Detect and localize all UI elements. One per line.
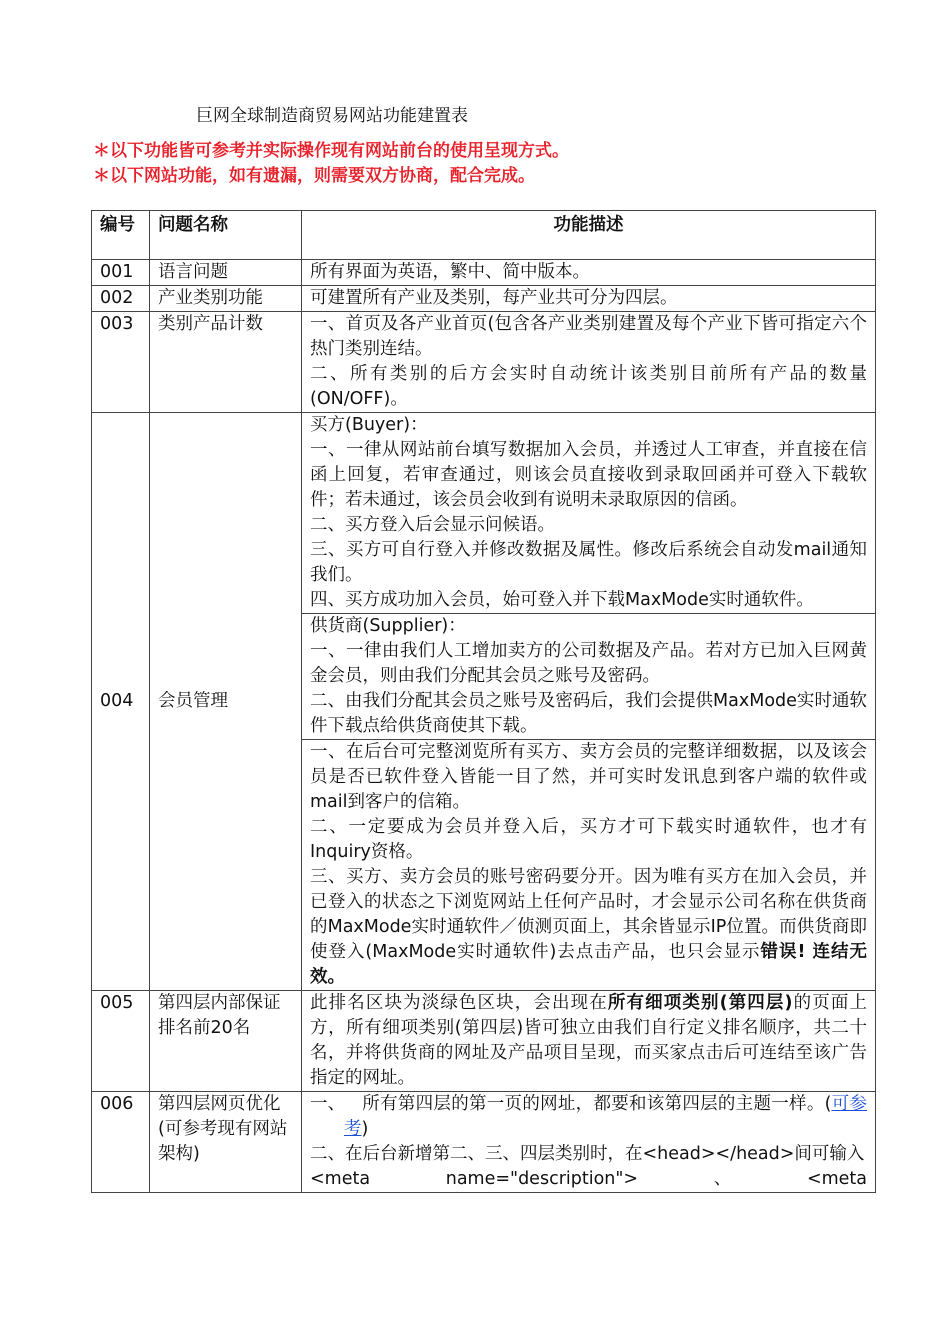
error-text: 错误! 连结无效。 — [310, 942, 868, 987]
row-desc: 可建置所有产业及类别，每产业共可分为四层。 — [302, 286, 876, 312]
header-id: 编号 — [92, 211, 150, 260]
row-id: 005 — [92, 991, 150, 1092]
table-row — [92, 260, 876, 286]
note-2: ＊以下网站功能，如有遗漏，则需要双方协商，配合完成。 — [93, 166, 535, 186]
function-table — [91, 210, 876, 1193]
desc-paragraph: 二、买方登入后会显示问候语。 — [310, 515, 555, 535]
desc-paragraph: 四、买方成功加入会员，始可登入并下载MaxMode实时通软件。 — [310, 590, 814, 610]
desc-paragraph: 一、在后台可完整浏览所有买方、卖方会员的完整详细数据，以及该会员是否已软件登入皆能一目了然，并可实时发讯息到客户端的软件或mail到客户的信箱。 — [310, 742, 867, 812]
row-id: 002 — [92, 286, 150, 312]
row-id: 001 — [92, 260, 150, 286]
page-title: 巨网全球制造商贸易网站功能建置表 — [196, 106, 468, 126]
meta-line: <meta name="description"> 、 <meta — [310, 1169, 867, 1189]
supplier-section — [302, 614, 876, 740]
desc-paragraph: 一、 所有第四层的第一页的网址，都要和该第四层的主题一样。(可参考) — [310, 1094, 868, 1139]
table-row — [92, 312, 876, 413]
desc-paragraph: 二、由我们分配其会员之账号及密码后，我们会提供MaxMode实时通软件下载点给供货商使其下载。 — [310, 691, 867, 736]
row-desc: 所有界面为英语，繁中、简中版本。 — [302, 260, 876, 286]
buyer-title: 买方(Buyer)： — [310, 415, 428, 435]
row-id: 006 — [92, 1092, 150, 1193]
header-desc: 功能描述 — [302, 211, 876, 260]
reference-link[interactable]: 可参考 — [344, 1094, 868, 1139]
supplier-title: 供货商(Supplier)： — [310, 616, 466, 636]
desc-paragraph: 二、一定要成为会员并登入后，买方才可下载实时通软件，也才有Inquiry资格。 — [310, 817, 867, 862]
desc-paragraph: 三、买方可自行登入并修改数据及属性。修改后系统会自动发mail通知我们。 — [310, 540, 867, 585]
admin-section — [302, 740, 876, 991]
row-desc — [302, 1092, 876, 1193]
table-row — [92, 286, 876, 312]
bold-phrase: 所有细项类别(第四层) — [607, 993, 793, 1013]
desc-paragraph: 一、一律由我们人工增加卖方的公司数据及产品。若对方已加入巨网黄金会员，则由我们分配其会员之账号及密码。 — [310, 641, 867, 686]
row-name: 语言问题 — [150, 260, 302, 286]
row-id: 003 — [92, 312, 150, 413]
desc-paragraph: 二、在后台新增第二、三、四层类别时，在<head></head>间可输入 — [310, 1144, 865, 1164]
note-1: ＊以下功能皆可参考并实际操作现有网站前台的使用呈现方式。 — [93, 141, 569, 161]
table-row — [92, 413, 876, 614]
desc-paragraph: 一、首页及各产业首页(包含各产业类别建置及每个产业下皆可指定六个热门类别连结。 — [310, 314, 867, 359]
row-name: 第四层网页优化(可参考现有网站架构) — [150, 1092, 302, 1193]
desc-paragraph: 三、买方、卖方会员的账号密码要分开。因为唯有买方在加入会员，并已登入的状态之下浏览网站上任何产品时，才会显示公司名称在供货商的MaxMode实时通软件／侦测页面上，其余皆显示IP位置。而供货商即使登入(MaxMode实时通软件)去点击产品，也只会显示错误! 连结无效。 — [310, 867, 868, 987]
header-name: 问题名称 — [150, 211, 302, 260]
row-name: 第四层内部保证排名前20名 — [150, 991, 302, 1092]
row-name: 产业类别功能 — [150, 286, 302, 312]
star-icon: ＊ — [93, 166, 110, 186]
row-name: 类别产品计数 — [150, 312, 302, 413]
row-desc — [302, 312, 876, 413]
row-desc — [302, 991, 876, 1092]
desc-paragraph: 一、一律从网站前台填写数据加入会员，并透过人工审查，并直接在信函上回复，若审查通过，则该会员直接收到录取回函并可登入下载软件；若未通过，该会员会收到有说明未录取原因的信函。 — [310, 440, 867, 510]
star-icon: ＊ — [93, 141, 110, 161]
table-row — [92, 991, 876, 1092]
buyer-section — [302, 413, 876, 614]
table-row — [92, 1092, 876, 1193]
notes — [93, 139, 569, 189]
desc-paragraph: 二、所有类别的后方会实时自动统计该类别目前所有产品的数量(ON/OFF)。 — [310, 364, 867, 409]
desc-paragraph: 此排名区块为淡绿色区块，会出现在所有细项类别(第四层)的页面上方，所有细项类别(第四层)皆可独立由我们自行定义排名顺序，共二十名，并将供货商的网址及产品项目呈现，而买家点击后可连结至该广告指定的网址。 — [310, 993, 868, 1088]
row-id: 004 — [92, 413, 150, 991]
table-header-row — [92, 211, 876, 260]
row-name: 会员管理 — [150, 413, 302, 991]
